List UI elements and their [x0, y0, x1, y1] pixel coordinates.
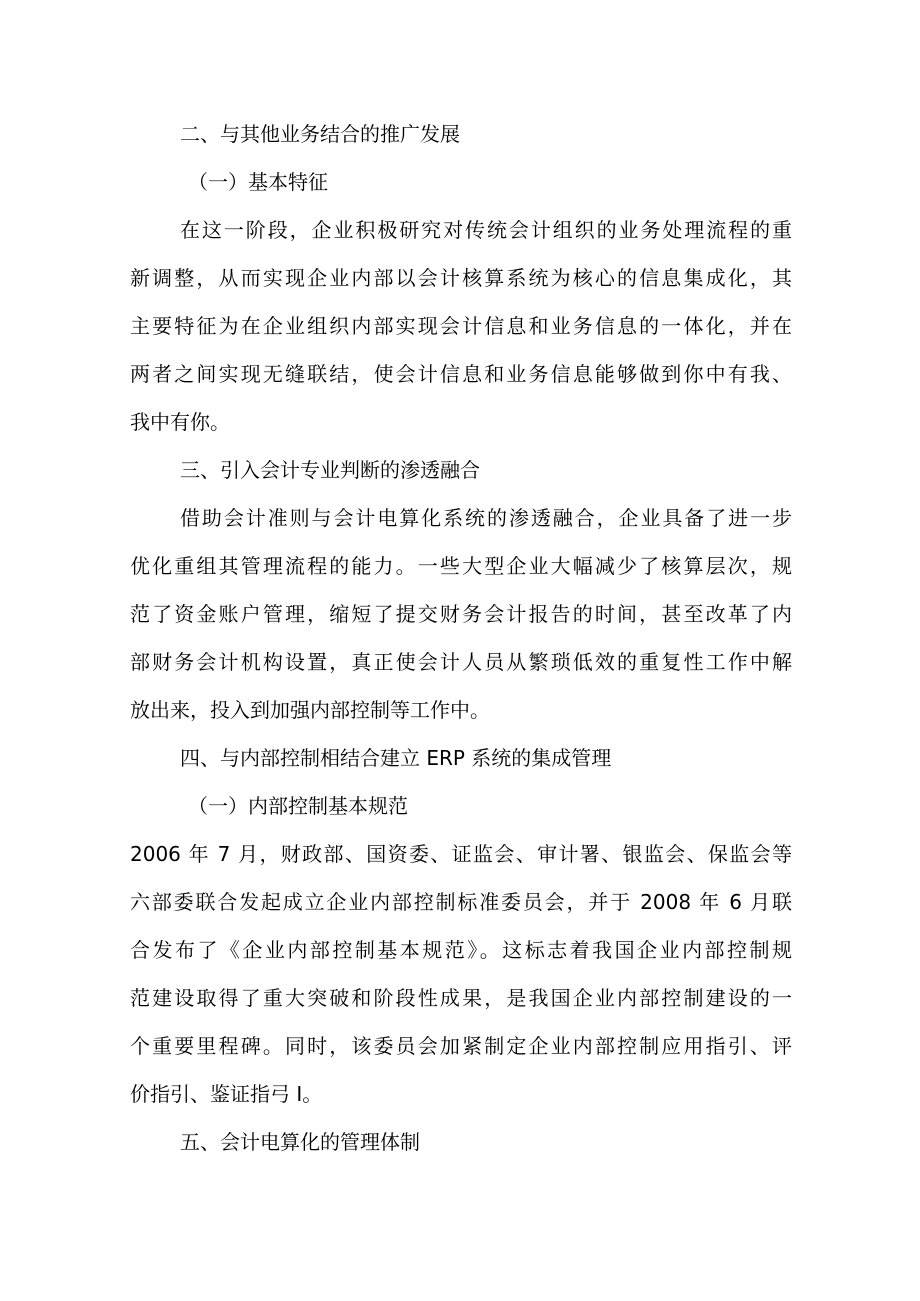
- paragraph-1-line-4: 两者之间实现无缝联结，使会计信息和业务信息能够做到你中有我、: [130, 362, 792, 386]
- section-heading-5: 五、会计电算化的管理体制: [180, 1130, 420, 1154]
- paragraph-3-line-4: 范建设取得了重大突破和阶段性成果，是我国企业内部控制建设的一: [130, 986, 792, 1010]
- paragraph-1-line-5: 我中有你。: [130, 410, 230, 434]
- paragraph-1-line-1: 在这一阶段，企业积极研究对传统会计组织的业务处理流程的重: [180, 218, 792, 242]
- paragraph-3-line-2: 六部委联合发起成立企业内部控制标准委员会，并于 2008 年 6 月联: [130, 890, 792, 914]
- section-heading-3: 三、引入会计专业判断的渗透融合: [180, 458, 480, 482]
- paragraph-3-line-3: 合发布了《企业内部控制基本规范》。这标志着我国企业内部控制规: [130, 938, 792, 962]
- paragraph-3-line-5: 个重要里程碑。同时，该委员会加紧制定企业内部控制应用指引、评: [130, 1034, 792, 1058]
- paragraph-2-line-1: 借助会计准则与会计电算化系统的渗透融合，企业具备了进一步: [180, 506, 792, 530]
- subsection-heading-4-1: （一）内部控制基本规范: [188, 794, 408, 818]
- paragraph-2-line-4: 部财务会计机构设置，真正使会计人员从繁琐低效的重复性工作中解: [130, 650, 792, 674]
- paragraph-2-line-5: 放出来，投入到加强内部控制等工作中。: [130, 698, 490, 722]
- paragraph-3-line-1: 2006 年 7 月，财政部、国资委、证监会、审计署、银监会、保监会等: [130, 842, 792, 866]
- paragraph-3-line-6: 价指引、鉴证指弓 I。: [130, 1082, 323, 1106]
- section-heading-2: 二、与其他业务结合的推广发展: [180, 122, 460, 146]
- section-heading-4: 四、与内部控制相结合建立 ERP 系统的集成管理: [180, 746, 612, 770]
- paragraph-2-line-2: 优化重组其管理流程的能力。一些大型企业大幅减少了核算层次，规: [130, 554, 792, 578]
- paragraph-1-line-3: 主要特征为在企业组织内部实现会计信息和业务信息的一体化，并在: [130, 314, 792, 338]
- subsection-heading-2-1: （一）基本特征: [188, 170, 328, 194]
- paragraph-1-line-2: 新调整，从而实现企业内部以会计核算系统为核心的信息集成化，其: [130, 266, 792, 290]
- paragraph-2-line-3: 范了资金账户管理，缩短了提交财务会计报告的时间，甚至改革了内: [130, 602, 792, 626]
